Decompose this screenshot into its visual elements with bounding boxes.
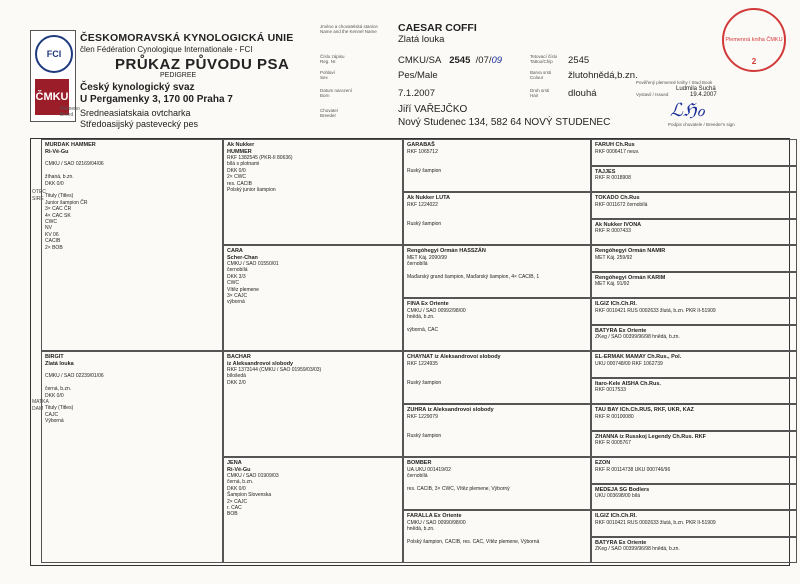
ancestor-name: Rengóhegyi Ormán KARIM <box>595 274 666 281</box>
ancestor-detail: CWC <box>45 219 57 226</box>
ancestor-name: JENA <box>227 460 242 466</box>
ancestor-name: Itaro-Kele AISHA Ch.Rus. <box>595 380 661 387</box>
ancestor-detail: výborná, CAC <box>407 326 439 333</box>
ancestor-name: BACHAR <box>227 354 251 360</box>
club-address: U Pergamenky 3, 170 00 Praha 7 <box>80 94 233 105</box>
ancestor-name: FARUH Ch.Rus <box>595 142 635 148</box>
ancestor-detail: RKF 0006417 neuv. <box>595 148 640 155</box>
ancestor-detail: RKF 0010421 RUS 0002633 žlutá, b.zn. PKR II-51909 <box>595 519 716 526</box>
ancestor-detail: DKK 0/0 <box>45 180 64 187</box>
ancestor-detail: CACIB <box>45 238 61 245</box>
sex-value: Pes/Male <box>398 70 438 81</box>
ancestor-gen4-10 <box>591 404 797 431</box>
signature: ℒℌℴ <box>670 100 705 120</box>
ancestor-name: ZHANNA iz Russkoj Legendy Ch.Rus. RKF <box>595 433 707 440</box>
org-name: ČESKOMORAVSKÁ KYNOLOGICKÁ UNIE <box>80 32 294 44</box>
ancestor-detail: UKU 003698/00 bílá <box>595 493 641 499</box>
ancestor-detail: RKF R 00100080 <box>595 413 634 420</box>
ancestor-gen4-11 <box>591 431 797 458</box>
ancestor-name: TOKADO Ch.Rus <box>595 195 640 201</box>
ancestor-detail: výborná <box>227 299 245 306</box>
ancestor-gen4-0 <box>591 139 797 166</box>
ancestor-name: MEDEJA SG Bodlers <box>595 486 650 493</box>
ancestor-detail: RKF 1065712 <box>407 148 438 155</box>
ancestor-detail: UKU 000748/00 RKF 1062739 <box>595 360 663 367</box>
ancestor-kennel: Scher-Chan <box>227 254 258 261</box>
ancestor-gen4-12 <box>591 457 797 484</box>
ancestor-gen1-1 <box>41 351 223 563</box>
org-membership: člen Fédération Cynologique Internationale - FCI <box>80 45 253 54</box>
ancestor-name: FARALLA Ex Oriente <box>407 513 462 519</box>
color-value: žlutohnědá,b.zn. <box>568 70 638 81</box>
ancestor-gen3-6 <box>403 457 591 510</box>
ancestor-detail: DKK 0/0 <box>227 485 246 492</box>
ancestor-detail: RKF 1224935 <box>407 360 438 367</box>
ancestor-gen3-1 <box>403 192 591 245</box>
ancestor-detail: RKF 1373144 (CMKU / SAO 01959/03/03) <box>227 367 322 373</box>
tattoo-label: Tetovací číslo Tattoo/Chip <box>530 54 558 64</box>
ancestor-detail: 2× CAJC <box>227 498 248 505</box>
ancestor-detail: BOB <box>227 511 238 518</box>
ancestor-detail: DKK 0/0 <box>45 392 64 399</box>
ancestor-detail: ZKeg / SAO 00399/96/98 hnědá, b.zn. <box>595 546 680 552</box>
ancestor-detail: Vítěz plemene <box>227 286 259 293</box>
ancestor-name: Rengóhegyi Ormán NAMIR <box>595 248 666 254</box>
ancestor-detail: žíhaná, b.zn. <box>45 174 74 181</box>
ancestor-name: CHAYNAT iz Aleksandrovoi slobody <box>407 354 501 360</box>
ancestor-detail: CMKU / SAO 00992/98/00 <box>407 307 466 314</box>
ancestor-name: ILGIZ ICh.Ch.Rl. <box>595 513 637 519</box>
breeder-name: Jiří VAŘEJČKO <box>398 104 468 115</box>
dob-label: Datum narození Born <box>320 88 353 98</box>
ancestor-kennel: HUMMER <box>227 148 252 155</box>
ancestor-detail: CMKU / SAO 00990/98/00 <box>407 519 466 526</box>
club-name: Český kynologický svaz <box>80 82 195 93</box>
ancestor-detail: Tituly (Titles) <box>45 405 74 412</box>
ancestor-gen3-7 <box>403 510 591 563</box>
ancestor-name: BOMBER <box>407 460 432 466</box>
ancestor-gen4-1 <box>591 166 797 193</box>
ancestor-gen4-4 <box>591 245 797 272</box>
ancestor-detail: RKF 1229079 <box>407 413 438 420</box>
ancestor-detail: Maďarský grand šampion, Maďarský šampion, 4× CACIB, 1 <box>407 273 540 280</box>
sex-label: Pohlaví Sex <box>320 70 336 80</box>
issued-date: 19.4.2007 <box>690 92 717 98</box>
ancestor-detail: KV 06 <box>45 231 59 238</box>
ancestor-gen2-3 <box>223 457 403 563</box>
ancestor-detail: RKF 0017533 <box>595 387 626 393</box>
name-label: Jméno a chovatelská stanice Name and the Kennel Name <box>320 24 378 34</box>
ancestor-name: BATYRA Ex Oriente <box>595 539 647 546</box>
ancestor-name: Ak Nukker IVONA <box>595 221 642 228</box>
ancestor-gen4-8 <box>591 351 797 378</box>
breed-label: Plemeno Breed <box>60 106 80 118</box>
ancestor-detail: RKF 1224022 <box>407 201 438 208</box>
ancestor-name: EZON <box>595 460 611 466</box>
dob-value: 7.1.2007 <box>398 88 435 99</box>
ancestor-gen3-5 <box>403 404 591 457</box>
ancestor-detail: Šampion Slovenska <box>227 492 272 499</box>
ancestor-gen4-14 <box>591 510 797 537</box>
ancestor-detail: 2× BOB <box>45 244 63 251</box>
ancestor-detail: DKK 2/0 <box>227 379 246 386</box>
ancestor-detail: Ruský šampion <box>407 432 442 439</box>
ancestor-detail: res. CACIB <box>227 180 253 187</box>
dog-name: CAESAR COFFI <box>398 22 477 34</box>
ancestor-detail: CMKU / SAO 02169/04/06 <box>45 161 104 168</box>
ancestor-gen2-1 <box>223 245 403 351</box>
ancestor-detail: 4× CAC SK <box>45 212 71 219</box>
ancestor-name: EL-ERMAK MAMAY Ch.Rus., Pol. <box>595 354 682 360</box>
ancestor-detail: MET Káj. 2090/99 <box>407 254 447 261</box>
ancestor-kennel: Ri-Vé-Gu <box>227 466 251 473</box>
ancestor-gen3-3 <box>403 298 591 351</box>
breed-name-cz: Středoasijský pastevecký pes <box>80 119 199 129</box>
ancestor-detail: MET Káj. 259/92 <box>595 254 633 261</box>
header <box>0 0 800 128</box>
reg-label: Číslo zápisu Reg. Nr. <box>320 54 345 64</box>
side-label-dam: MATKA DAM <box>32 399 49 412</box>
ancestor-name: Ak Nukker <box>227 142 255 148</box>
ancestor-name: ZUHRA iz Aleksandrovoi slobody <box>407 407 494 413</box>
side-label-sire: OTEC SIRE <box>32 189 46 202</box>
ancestor-gen4-5 <box>591 272 797 299</box>
ancestor-name: Ak Nukker LUTA <box>407 195 450 201</box>
ancestor-detail: RKF R 0005767 <box>595 440 631 446</box>
ancestor-detail: Polský šampion, CACIB, res. CAC, Vítěz plemene, Výborná <box>407 538 540 545</box>
ancestor-gen4-6 <box>591 298 797 325</box>
ancestor-gen4-13 <box>591 484 797 511</box>
fci-logo: FCI <box>35 35 73 73</box>
ancestor-detail: černá, b.zn. <box>45 386 72 393</box>
breeder-label: Chovatel Breeder <box>320 108 338 118</box>
ancestor-detail: NV <box>45 225 52 232</box>
breed-name-ru: Sredneasiatskaia ovtcharka <box>80 108 191 118</box>
ancestor-detail: Ruský šampion <box>407 220 442 227</box>
ancestor-detail: Junior šampion ČR <box>45 199 88 206</box>
ancestor-detail: UA.UKU 001419/02 <box>407 466 451 473</box>
document-subtitle: PEDIGREE <box>160 72 197 79</box>
ancestor-detail: CWC <box>227 280 239 287</box>
ancestor-detail: Ruský šampion <box>407 379 442 386</box>
ancestor-detail: černá, b.zn. <box>227 479 254 486</box>
ancestor-gen1-0 <box>41 139 223 351</box>
ancestor-gen4-15 <box>591 537 797 564</box>
ancestor-gen4-2 <box>591 192 797 219</box>
ancestor-detail: černobílá <box>227 267 248 274</box>
ancestor-detail: bílošedá <box>227 373 246 380</box>
stamp-number: 2 <box>751 57 757 66</box>
ancestor-detail: 3× CAJC <box>227 293 248 300</box>
ancestor-detail: RKF 1382545 (PKR-II 80636) <box>227 155 293 161</box>
ancestor-gen2-2 <box>223 351 403 457</box>
ancestor-detail: Polský junior šampion <box>227 187 276 194</box>
ancestor-detail: bílá s plotnami <box>227 161 260 168</box>
stamp-text: Plemenná kniha ČMKU <box>725 37 783 43</box>
ancestor-name: GARABAŠ <box>407 142 435 148</box>
ancestor-gen3-4 <box>403 351 591 404</box>
ancestor-detail: Ruský šampion <box>407 167 442 174</box>
sig-label: Podpis chovatele / Breeder's sign <box>668 122 735 127</box>
ancestor-detail: DKK 3/3 <box>227 273 246 280</box>
ancestor-gen4-9 <box>591 378 797 405</box>
studbook-name: Ludmila Suchá <box>676 86 716 92</box>
ancestor-kennel: iz Aleksandrovoi slobody <box>227 360 294 367</box>
ancestor-detail: RKF R 0007433 <box>595 228 631 234</box>
ancestor-detail: RKF 0011672 černobílá <box>595 201 648 208</box>
ancestor-detail: RKF R 0018908 <box>595 175 631 181</box>
ancestor-detail: hnědá, b.zn. <box>407 525 435 532</box>
ancestor-name: TAJJES <box>595 168 616 175</box>
breeder-address: Nový Studenec 134, 582 64 NOVÝ STUDENEC <box>398 117 611 128</box>
ancestor-gen4-3 <box>591 219 797 246</box>
ancestor-gen4-7 <box>591 325 797 352</box>
pedigree-grid <box>30 138 790 566</box>
ancestor-detail: DKK 0/0 <box>227 167 246 174</box>
ancestor-detail: 3× CAC ČR <box>45 206 72 213</box>
ancestor-name: BIRGIT <box>45 354 64 360</box>
ancestor-detail: CMKU / SAO 01909/03 <box>227 473 279 479</box>
ancestor-gen3-2 <box>403 245 591 298</box>
cmku-logo: ČMKU <box>35 79 69 115</box>
color-label: Barva srsti Colour <box>530 70 552 80</box>
ancestor-kennel: Zlatá louka <box>45 360 74 367</box>
ancestor-detail: r. CAC <box>227 505 242 512</box>
ancestor-detail: res. CACIB, 3× CWC, Vítěz plemene, Výborný <box>407 485 510 492</box>
ancestor-gen3-0 <box>403 139 591 192</box>
document-title: PRŮKAZ PŮVODU PSA <box>115 56 290 73</box>
ancestor-name: FINA Ex Oriente <box>407 301 449 307</box>
ancestor-name: MURDAK HAMMER <box>45 142 96 148</box>
issued-label: Vystavil / Issued <box>636 92 669 97</box>
ancestor-detail: ZKeg / SAO 00399/96/98 hnědá, b.zn. <box>595 334 680 340</box>
ancestor-detail: 2× CWC <box>227 174 247 181</box>
ancestor-detail: RKF R 00114738 UKU 000746/96 <box>595 466 671 473</box>
hair-label: Druh srsti Hair <box>530 88 550 98</box>
ancestor-detail: černobílá <box>407 472 428 479</box>
ancestor-detail: MET Káj. 91/92 <box>595 281 630 287</box>
ancestor-name: CARA <box>227 248 243 254</box>
ancestor-detail: CMKU / SAO 02239/01/06 <box>45 373 104 380</box>
ancestor-detail: Výborná <box>45 418 64 425</box>
ancestor-name: TAU BAY ICh.Ch.RUS, RKF, UKR, KAZ <box>595 407 694 413</box>
studbook-label: Pověřený plemenné knihy / Stud Book <box>636 80 713 85</box>
ancestor-gen2-0 <box>223 139 403 245</box>
ancestor-detail: hnědá, b.zn. <box>407 313 435 320</box>
ancestor-detail: RKF 0010421 RUS 0002633 žlutá, b.zn. PKR II-51909 <box>595 307 716 314</box>
official-stamp <box>722 8 786 72</box>
reg-number: CMKU/SA 2545 /07/09 <box>398 55 503 66</box>
ancestor-detail: CMKU / SAO 01550/01 <box>227 261 279 267</box>
ancestor-detail: Tituly (Titles) <box>45 193 74 200</box>
ancestor-name: BATYRA Ex Oriente <box>595 327 647 334</box>
dog-kennel: Zlatá louka <box>398 34 445 45</box>
ancestor-detail: CAJC <box>45 411 59 418</box>
ancestor-name: Rengóhegyi Ormán HASSZÁN <box>407 248 486 254</box>
tattoo-value: 2545 <box>568 55 590 66</box>
hair-value: dlouhá <box>568 88 597 99</box>
ancestor-detail: černobílá <box>407 260 428 267</box>
ancestor-name: ILGIZ ICh.Ch.Rl. <box>595 301 637 307</box>
ancestor-kennel: Ri-Vé-Gu <box>45 148 69 155</box>
